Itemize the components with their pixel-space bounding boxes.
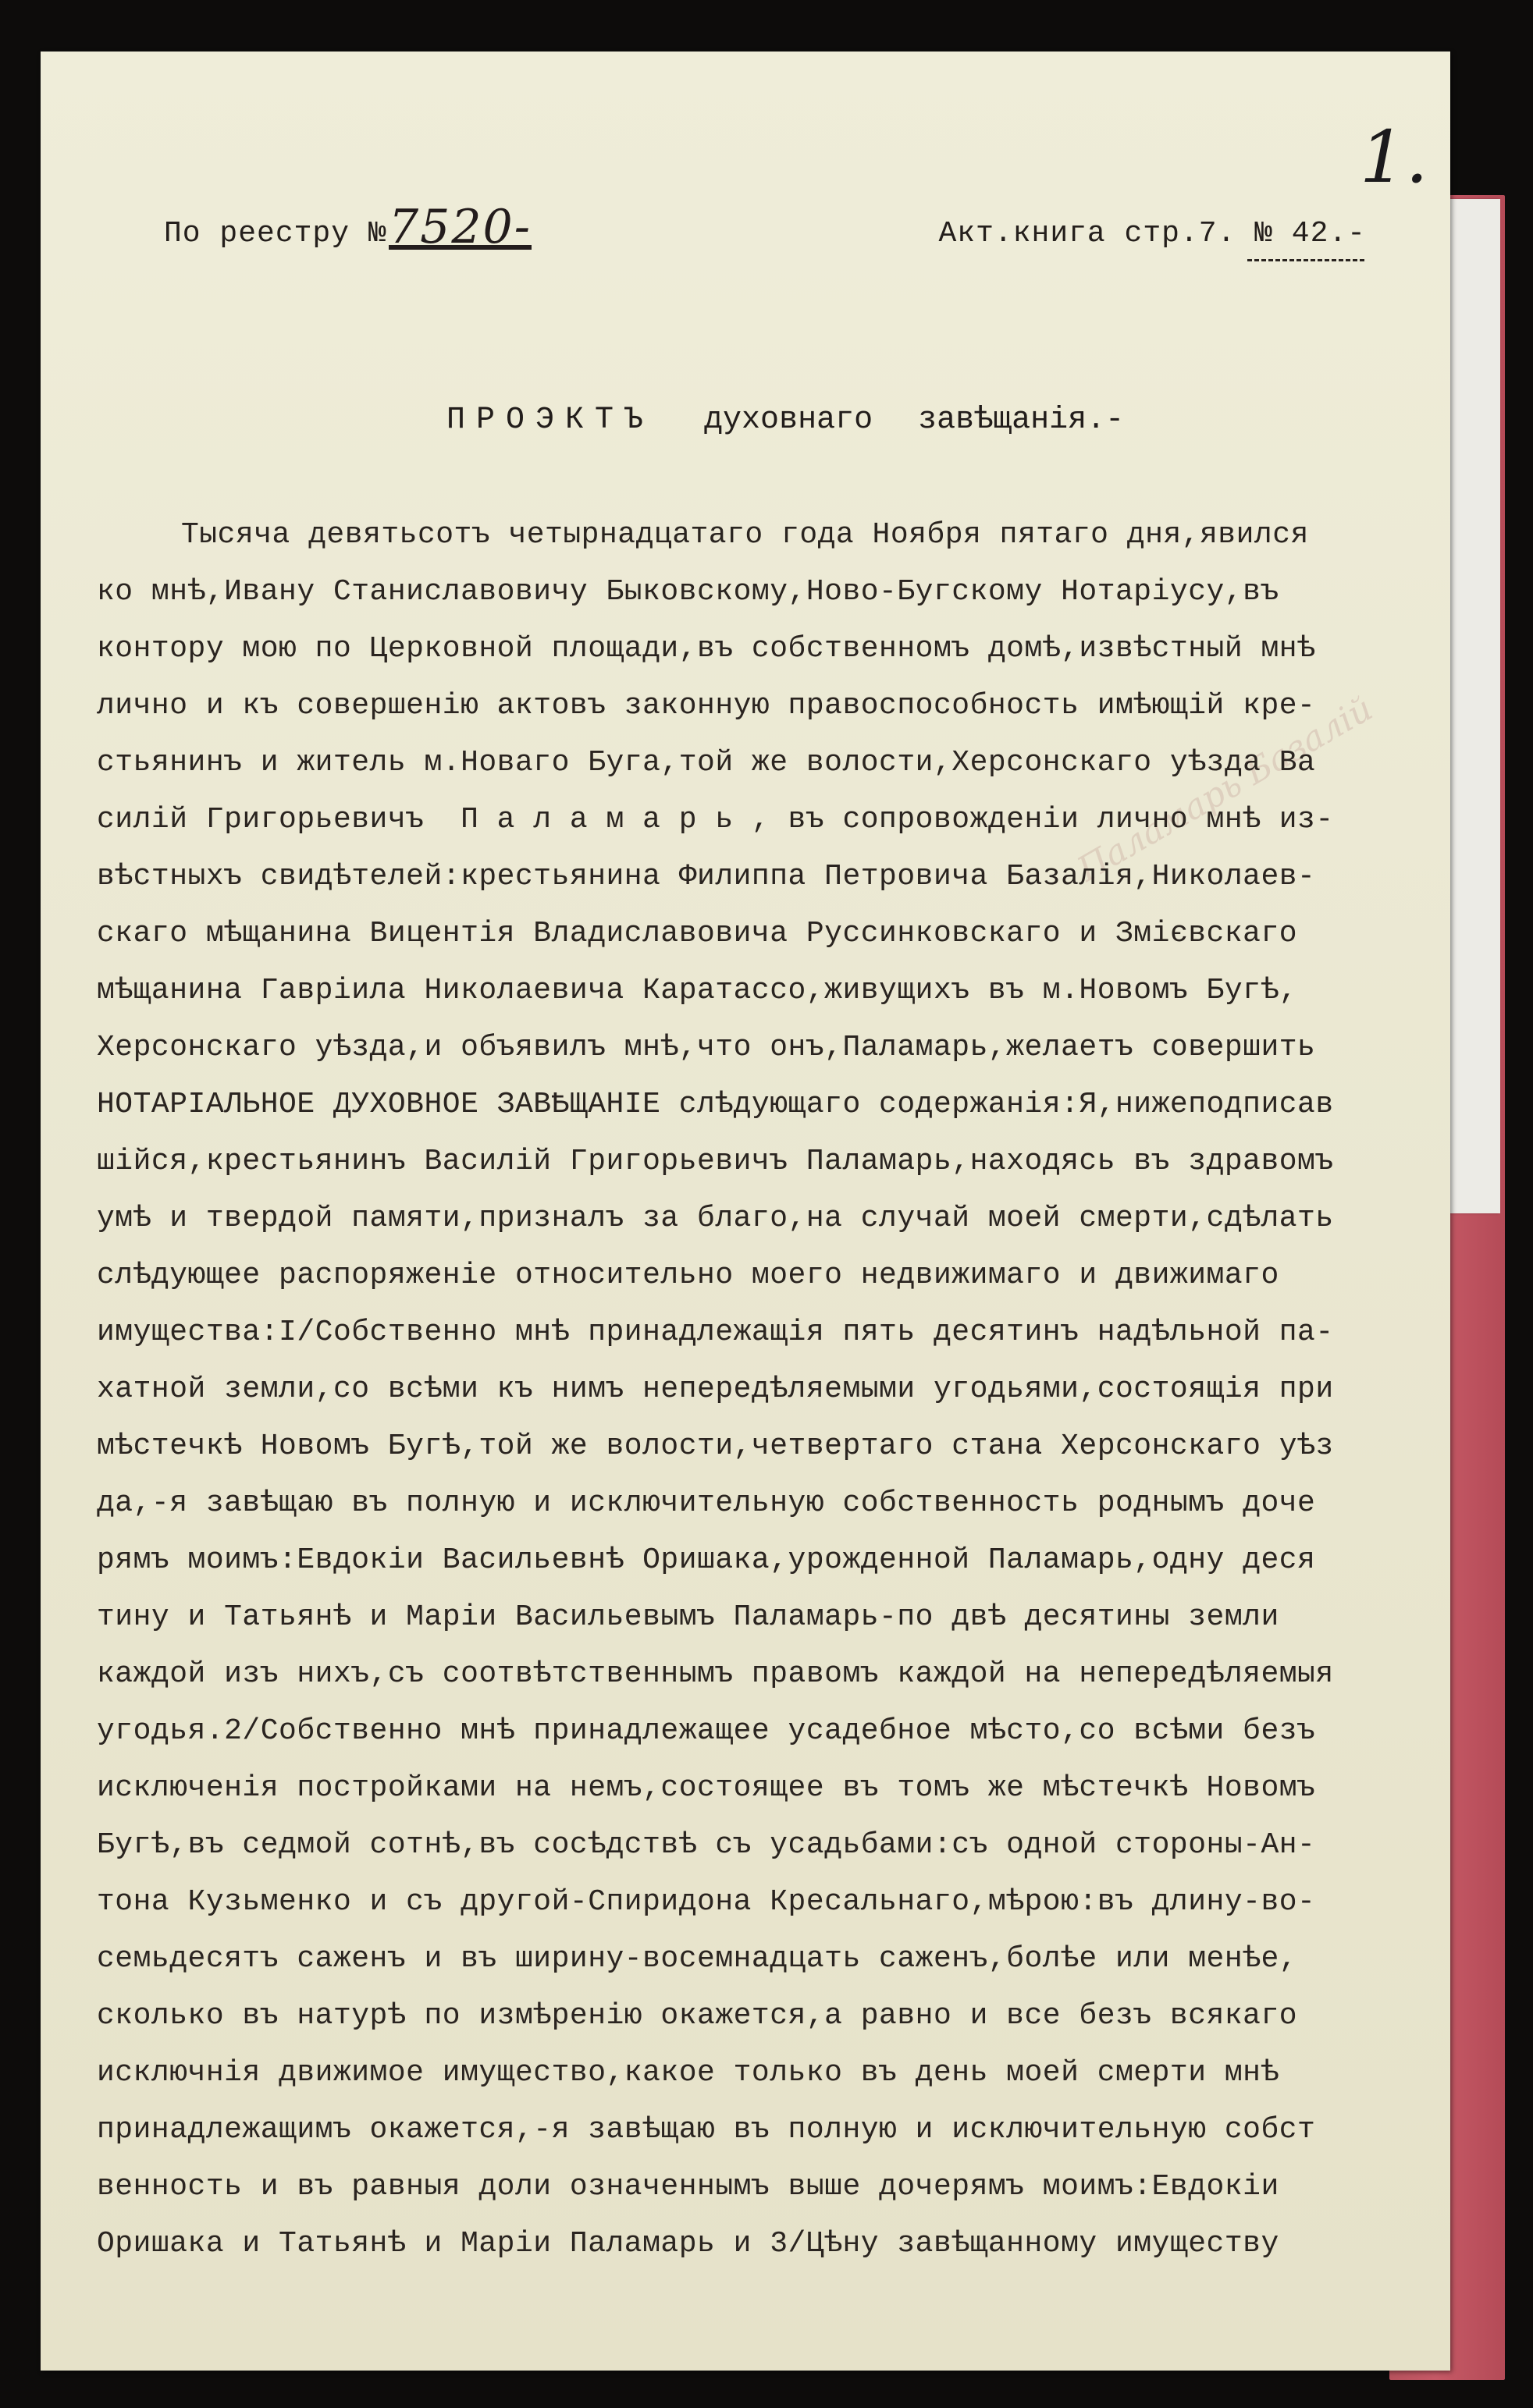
body-line: исключнія движимое имущество,какое только въ день моей смерти мнѣ	[97, 2056, 1279, 2090]
body-line: рямъ моимъ:Евдокіи Васильевнѣ Оришака,урожденной Паламарь,одну деся	[97, 1543, 1316, 1577]
page-number: 1.	[1360, 115, 1428, 199]
body-line: Херсонскаго уѣзда,и объявилъ мнѣ,что онъ,Паламарь,желаетъ совершить	[97, 1031, 1316, 1064]
body-line: контору мою по Церковной площади,въ собственномъ домѣ,извѣстный мнѣ	[97, 632, 1316, 666]
body-line: Бугѣ,въ седмой сотнѣ,въ сосѣдствѣ съ усадьбами:съ одной стороны-Ан-	[97, 1828, 1316, 1862]
body-line: скаго мѣщанина Вицентія Владиславовича Руссинковскаго и Змієвскаго	[97, 917, 1298, 950]
body-line: умѣ и твердой памяти,призналъ за благо,на случай моей смерти,сдѣлать	[97, 1202, 1334, 1235]
body-line: хатной земли,со всѣми къ нимъ непередѣляемыми угодьями,состоящія при	[97, 1373, 1334, 1406]
body-line: сколько въ натурѣ по измѣренію окажется,а равно и все безъ всякаго	[97, 1999, 1298, 2033]
document-page	[41, 51, 1450, 2371]
title-main: ПРОЭКТЪ	[446, 403, 655, 438]
body-line: каждой изъ нихъ,съ соотвѣтственнымъ правомъ каждой на непередѣляемыя	[97, 1657, 1334, 1691]
body-line: семьдесятъ саженъ и въ ширину-восемнадцать саженъ,болѣе или менѣе,	[97, 1942, 1298, 1976]
body-line: принадлежащимъ окажется,-я завѣщаю въ полную и исключительную собст	[97, 2113, 1316, 2147]
body-line: тину и Татьянѣ и Маріи Васильевымъ Паламарь-по двѣ десятины земли	[97, 1600, 1279, 1634]
body-line: стьянинъ и житель м.Новаго Буга,той же волости,Херсонскаго уѣзда Ва	[97, 746, 1316, 780]
body-line: да,-я завѣщаю въ полную и исключительную собственность роднымъ доче	[97, 1486, 1316, 1520]
show-through-handwriting: Паламарь Базалій	[1071, 688, 1380, 890]
actbook-reference: Акт.книга стр.7. № 42.-	[938, 217, 1366, 250]
body-line: мѣщанина Гавріила Николаевича Каратассо,живущихъ въ м.Новомъ Бугѣ,	[97, 974, 1298, 1007]
document-header	[164, 200, 1366, 270]
body-line: силій Григорьевичъ П а л а м а р ь , въ сопровожденіи лично мнѣ из-	[97, 803, 1334, 836]
body-line: исключенія постройками на немъ,состоящее въ томъ же мѣстечкѣ Новомъ	[97, 1771, 1316, 1805]
body-line: имущества:I/Собственно мнѣ принадлежащія пять десятинъ надѣльной па-	[97, 1316, 1334, 1349]
title-sub: духовнаго завѣщанія.-	[704, 403, 1125, 438]
body-line: венность и въ равныя доли означеннымъ выше дочерямъ моимъ:Евдокіи	[97, 2170, 1279, 2204]
body-line: слѣдующее распоряженіе относительно моего недвижимаго и движимаго	[97, 1259, 1279, 1292]
body-line: ко мнѣ,Ивану Станиславовичу Быковскому,Ново-Бугскому Нотаріусу,въ	[97, 575, 1279, 609]
document-title	[446, 403, 1124, 438]
body-line: мѣстечкѣ Новомъ Бугѣ,той же волости,четвертаго стана Херсонскаго уѣз	[97, 1430, 1334, 1463]
body-line: тона Кузьменко и съ другой-Спиридона Кресальнаго,мѣрою:въ длину-во-	[97, 1885, 1316, 1919]
registry-number: 7520-	[389, 200, 532, 254]
registry-label: По реестру №	[164, 217, 387, 250]
body-line: шійся,крестьянинъ Василій Григорьевичъ Паламарь,находясь въ здравомъ	[97, 1145, 1334, 1178]
body-line: лично и къ совершенію актовъ законную правоспособность имѣющій кре-	[97, 689, 1316, 723]
body-line: Тысяча девятьсотъ четырнадцатаго года Ноября пятаго дня,явился	[181, 518, 1309, 552]
body-line: угодья.2/Собственно мнѣ принадлежащее усадебное мѣсто,со всѣми безъ	[97, 1714, 1316, 1748]
body-line: вѣстныхъ свидѣтелей:крестьянина Филиппа Петровича Базалія,Николаев-	[97, 860, 1316, 893]
body-line: НОТАРІАЛЬНОЕ ДУХОВНОЕ ЗАВѢЩАНІЕ слѣдующаго содержанія:Я,нижеподписав	[97, 1088, 1334, 1121]
body-line: Оришака и Татьянѣ и Маріи Паламарь и 3/Цѣну завѣщанному имуществу	[97, 2227, 1279, 2261]
